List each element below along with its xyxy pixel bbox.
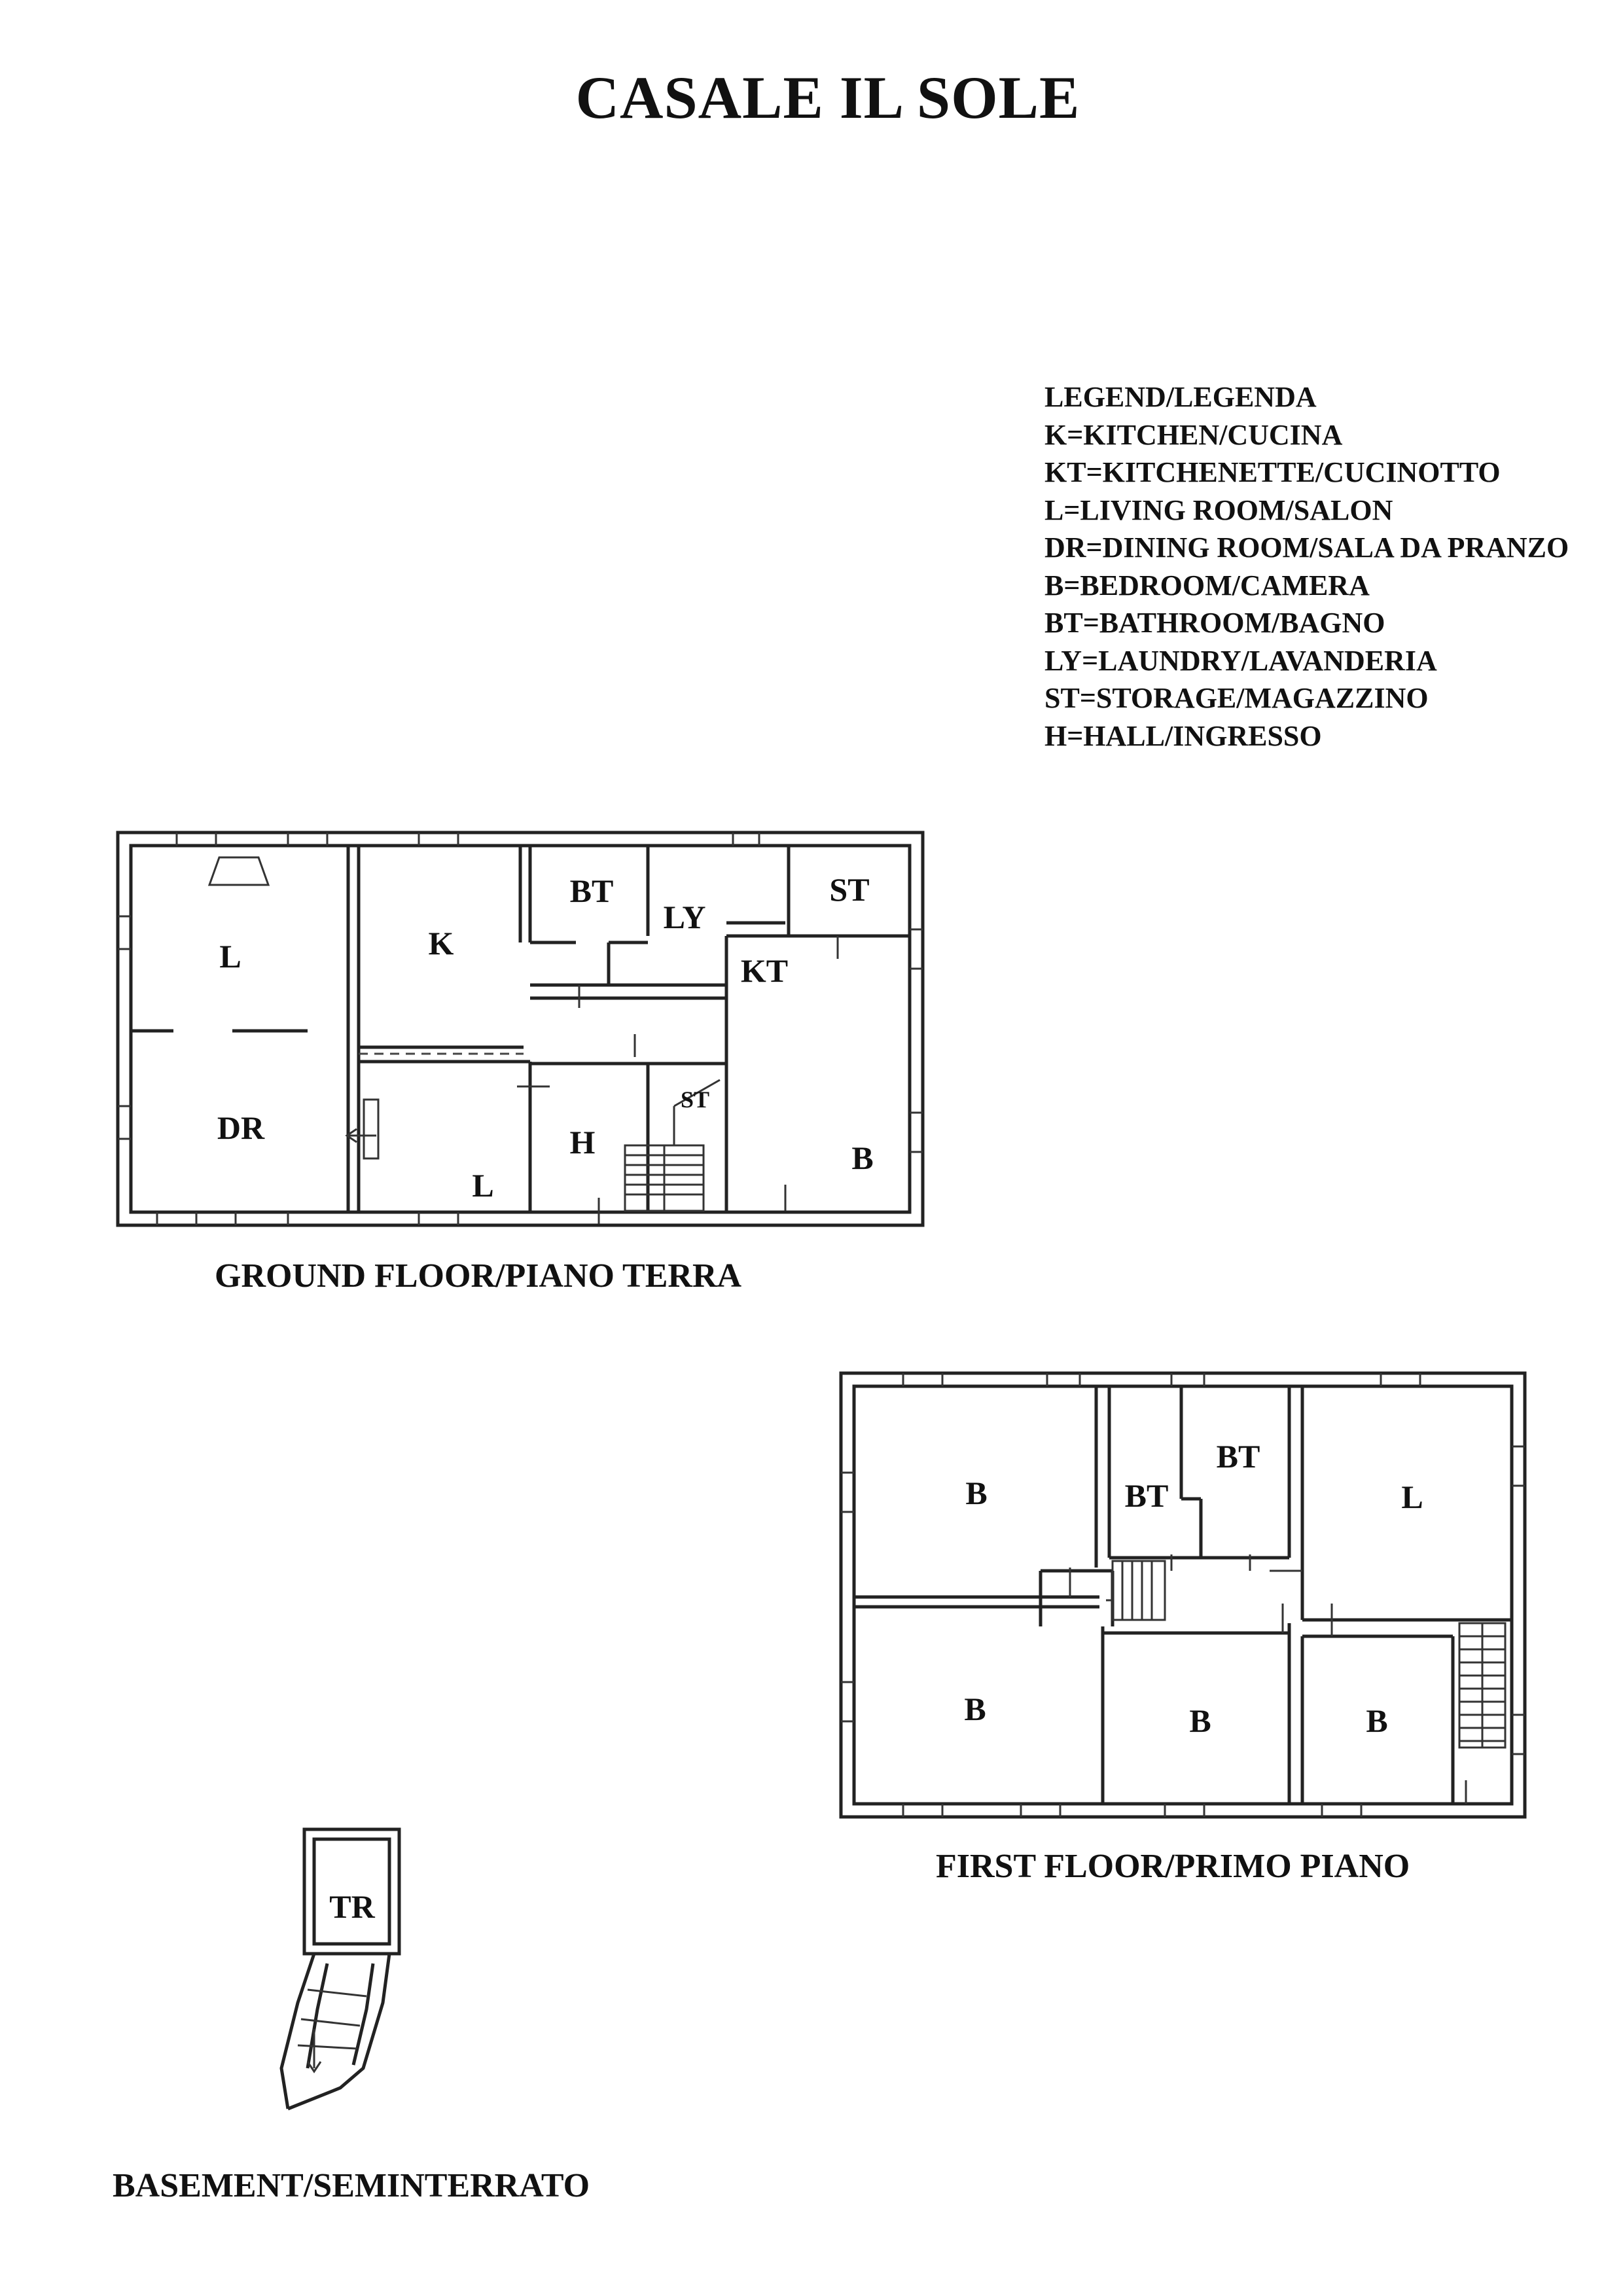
legend-item: K=KITCHEN/CUCINA [1044,418,1343,451]
entrance-arrow-icon [347,1100,378,1158]
legend-item: H=HALL/INGRESSO [1044,719,1322,752]
legend-item: DR=DINING ROOM/SALA DA PRANZO [1044,531,1569,564]
basement-label: BASEMENT/SEMINTERRATO [113,2167,590,2204]
room-label-bathroom: BT [569,872,614,909]
room-label-bathroom-1: BT [1124,1477,1169,1514]
room-label-bedroom-2: B [964,1691,986,1727]
legend-item: L=LIVING ROOM/SALON [1044,493,1393,526]
room-label-dining: DR [217,1109,265,1146]
room-label-storage-2: ST [680,1086,710,1113]
legend-item: LY=LAUNDRY/LAVANDERIA [1044,644,1437,677]
page-title: CASALE IL SOLE [575,64,1080,131]
room-label-kitchen: K [428,925,454,961]
basement-plan [281,1829,399,2109]
room-label-bathroom-2: BT [1216,1438,1260,1475]
first-interior-walls [854,1386,1512,1804]
first-stairs [1106,1561,1505,1748]
room-label-bedroom-4: B [1366,1702,1388,1739]
ground-floor-label: GROUND FLOOR/PIANO TERRA [215,1257,742,1295]
room-label-kitchenette: KT [740,952,789,989]
room-label-tr: TR [329,1888,375,1925]
fireplace-icon [209,857,268,885]
room-label-living: L [1401,1479,1423,1515]
room-label-living-2: L [472,1167,494,1204]
legend-item: BT=BATHROOM/BAGNO [1044,607,1385,639]
first-floor-plan [841,1373,1525,1817]
ground-interior-walls [131,846,910,1212]
ground-floor-plan [118,833,923,1225]
room-label-hall: H [569,1124,596,1160]
first-door-marks [1070,1554,1466,1804]
room-label-storage: ST [829,871,870,908]
legend-item: KT=KITCHENETTE/CUCINOTTO [1044,456,1501,488]
legend-item: ST=STORAGE/MAGAZZINO [1044,682,1429,714]
room-label-living: L [219,938,241,975]
room-label-laundry: LY [663,899,706,935]
room-label-bedroom-1: B [965,1475,988,1511]
ground-door-marks [517,936,838,1224]
legend-item: B=BEDROOM/CAMERA [1044,569,1370,601]
basement-ramp [281,1954,389,2109]
room-label-bedroom-3: B [1189,1702,1211,1739]
room-label-bedroom: B [851,1139,874,1176]
legend-heading: LEGEND/LEGENDA [1044,381,1317,413]
first-floor-label: FIRST FLOOR/PRIMO PIANO [936,1848,1410,1885]
